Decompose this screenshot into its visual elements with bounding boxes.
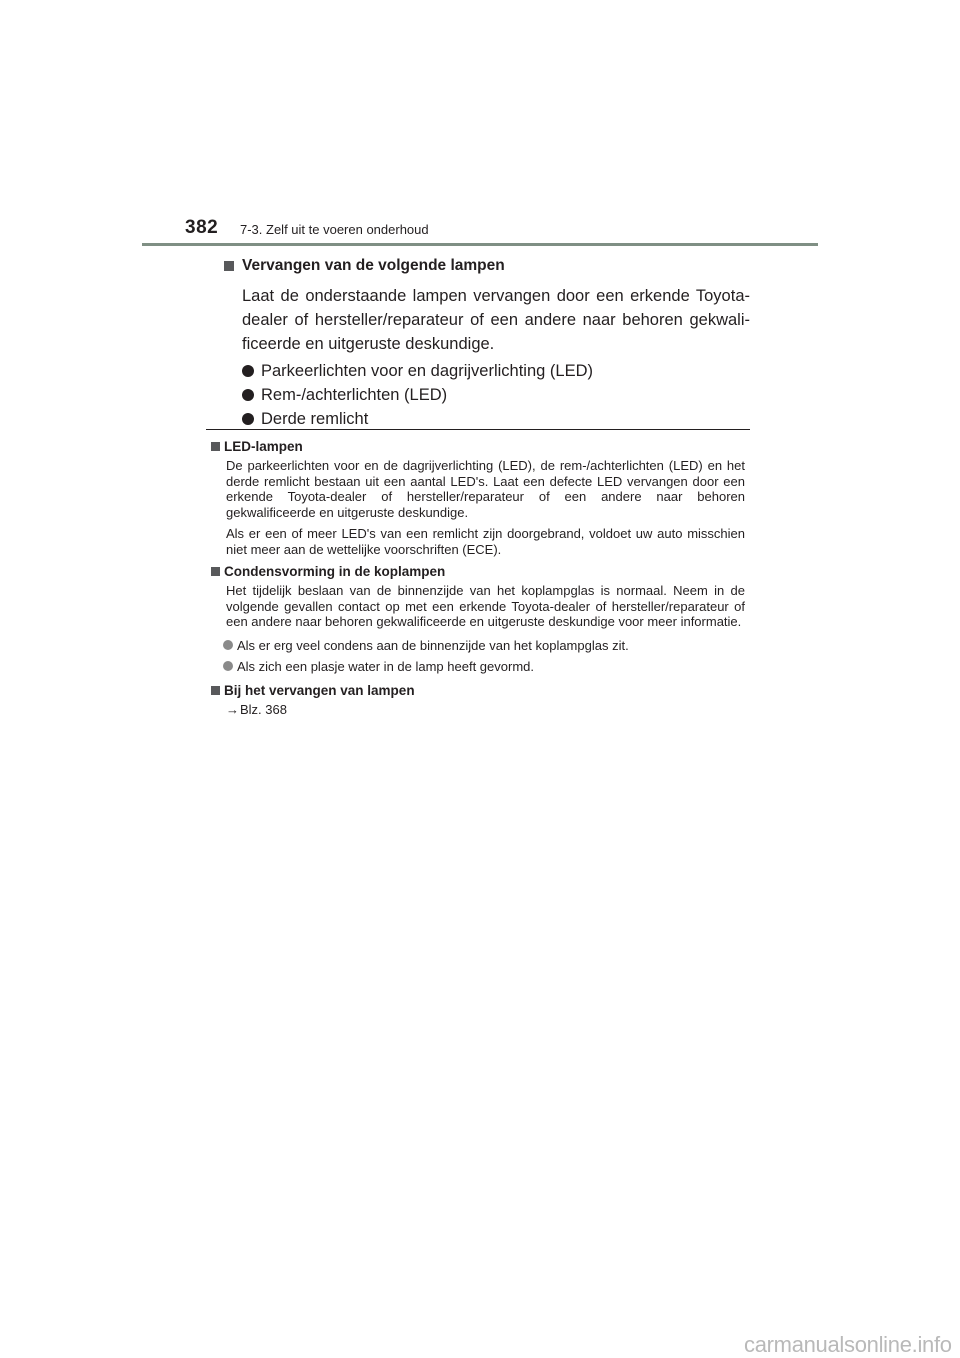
list-item [223, 635, 745, 656]
arrow-right-icon: → [226, 701, 239, 717]
section-title: 7-3. Zelf uit te voeren onderhoud [240, 222, 429, 237]
main-section [224, 256, 750, 431]
main-heading [224, 256, 750, 276]
list-item [242, 383, 750, 407]
note-heading-text: LED-lampen [224, 438, 303, 454]
note-heading [211, 437, 745, 455]
note-replacing [211, 682, 745, 717]
list-item-text: Rem-/achterlichten (LED) [261, 385, 448, 404]
page-reference [226, 702, 745, 717]
square-bullet-icon [211, 686, 220, 695]
note-heading [211, 562, 745, 580]
main-paragraph: Laat de onderstaande lampen vervangen door een erkende Toyota-dealer of hersteller/reparateur of een andere naar behoren gekwalificeerde en uitgeruste deskundige. [242, 287, 750, 353]
square-bullet-icon [211, 567, 220, 576]
note-heading [211, 682, 745, 700]
note-paragraph: Het tijdelijk beslaan van de binnenzijde van het koplampglas is normaal. Neem in de volgende gevallen contact op met een erkende Toyota-dealer of hersteller/reparateur of een andere naar behoren gekwalificeerde en uitgeruste deskundige voor meer informatie. [226, 583, 745, 629]
main-heading-text: Vervangen van de volgende lampen [242, 257, 505, 274]
header-rule [142, 243, 818, 246]
bullet-dot-icon [242, 389, 254, 401]
square-bullet-icon [211, 442, 220, 451]
note-paragraph: De parkeerlichten voor en de dagrijverlichting (LED), de rem-/achterlichten (LED) en het derde remlicht bestaan uit een aantal LED's. Laat een defecte LED vervangen door een erkende Toyota-dealer of hersteller/reparateur of een andere naar behoren gekwalificeerde en uitgeruste deskundige. [226, 458, 745, 520]
note-bullet-list [223, 635, 745, 677]
bullet-dot-icon [242, 413, 254, 425]
bullet-dot-icon [242, 365, 254, 377]
notes-section [211, 437, 745, 717]
page-number: 382 [185, 217, 219, 238]
list-item-text: Derde remlicht [261, 409, 369, 428]
list-item-text: Als er erg veel condens aan de binnenzijde van het koplampglas zit. [237, 637, 629, 653]
note-heading-text: Condensvorming in de koplampen [224, 563, 446, 579]
list-item [242, 359, 750, 383]
note-condensation [211, 562, 745, 677]
section-divider [206, 429, 750, 430]
main-bullet-list [242, 359, 750, 431]
list-item-text: Parkeerlichten voor en dagrijverlichting (LED) [261, 361, 593, 380]
note-heading-text: Bij het vervangen van lampen [224, 683, 415, 698]
list-item [223, 656, 745, 677]
page-reference-link[interactable]: Blz. 368 [240, 701, 287, 717]
bullet-dot-icon [223, 661, 233, 671]
watermark-url: carmanualsonline.info [744, 1332, 952, 1357]
list-item-text: Als zich een plasje water in de lamp heeft gevormd. [237, 658, 534, 674]
list-item [242, 407, 750, 431]
note-paragraph: Als er een of meer LED's van een remlicht zijn doorgebrand, voldoet uw auto misschien niet meer aan de wettelijke voorschriften (ECE). [226, 526, 745, 557]
note-led [211, 437, 745, 557]
bullet-dot-icon [223, 640, 233, 650]
square-bullet-icon [224, 261, 234, 271]
